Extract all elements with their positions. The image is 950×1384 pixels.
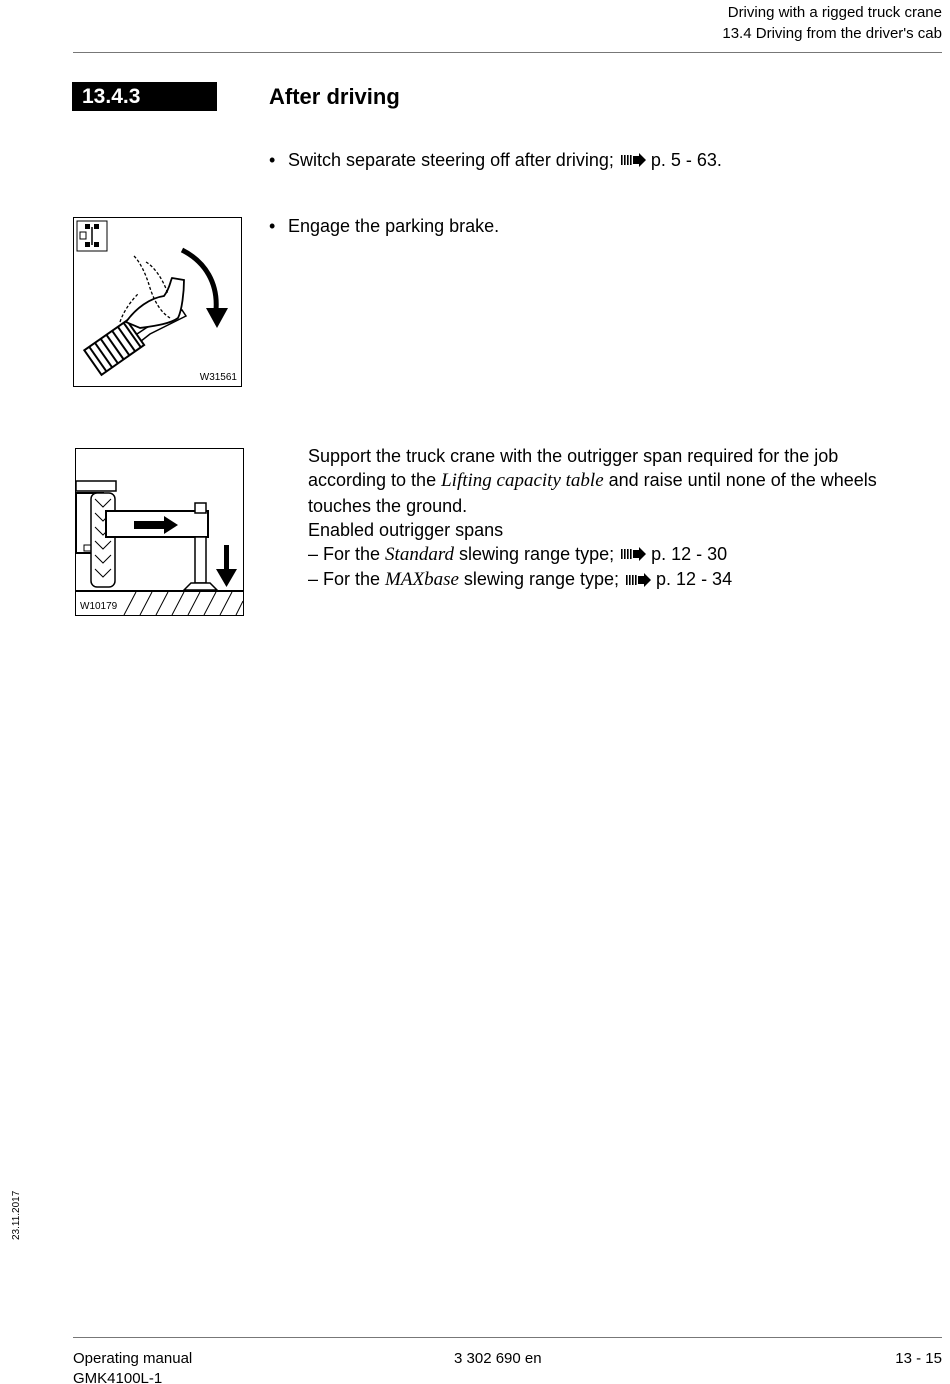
footer-doc-type: Operating manual: [73, 1350, 193, 1367]
support-instructions: [308, 444, 948, 593]
step-parking-brake: [269, 214, 499, 238]
standard-span-item: – For the Standard slewing range type; p. 12 - 30: [308, 544, 728, 566]
footer-rule: [73, 1337, 942, 1338]
step-switch-steering-ref[interactable]: p. 5 - 63.: [650, 150, 722, 170]
header-rule: [73, 52, 942, 53]
parking-brake-illustration: [74, 218, 241, 386]
bullet-dot: •: [269, 216, 276, 236]
header-chapter: Driving with a rigged truck crane: [727, 4, 942, 21]
footer-left: [73, 1349, 192, 1384]
bullet-dot: •: [269, 150, 276, 170]
support-line-2: according to the Lifting capacity table and raise until none of the wheels: [308, 470, 877, 492]
figure-code: W31561: [199, 372, 237, 383]
outrigger-figure: [75, 448, 244, 616]
footer-doc-number: 3 302 690 en: [454, 1350, 542, 1367]
page-reference-arrow-icon: [621, 153, 647, 167]
running-header: [722, 2, 942, 44]
section-number: 13.4.3: [72, 82, 217, 111]
side-date: 23.11.2017: [11, 1190, 22, 1240]
maxbase-span-ref[interactable]: p. 12 - 34: [656, 569, 733, 590]
page-reference-arrow-icon: [626, 573, 652, 587]
lifting-capacity-table-ref: Lifting capacity table: [441, 470, 604, 492]
section-title: After driving: [269, 84, 400, 109]
support-line-1: Support the truck crane with the outrigger span required for the job: [308, 446, 839, 466]
enabled-spans-heading: Enabled outrigger spans: [308, 519, 504, 540]
standard-span-ref[interactable]: p. 12 - 30: [651, 544, 728, 565]
step-parking-brake-text: Engage the parking brake.: [288, 216, 500, 236]
parking-brake-figure: [73, 217, 242, 387]
page-reference-arrow-icon: [621, 547, 647, 561]
footer-model: GMK4100L-1: [73, 1370, 163, 1384]
step-switch-steering-text: Switch separate steering off after driving;: [288, 150, 614, 170]
footer-page-number: 13 - 15: [895, 1350, 942, 1367]
step-switch-steering: [269, 148, 722, 172]
header-subchapter: 13.4 Driving from the driver's cab: [722, 25, 942, 42]
outrigger-illustration: [76, 449, 243, 615]
figure-code: W10179: [80, 601, 118, 612]
support-line-3: touches the ground.: [308, 495, 468, 516]
maxbase-span-item: – For the MAXbase slewing range type; p. 12 - 34: [308, 569, 733, 591]
